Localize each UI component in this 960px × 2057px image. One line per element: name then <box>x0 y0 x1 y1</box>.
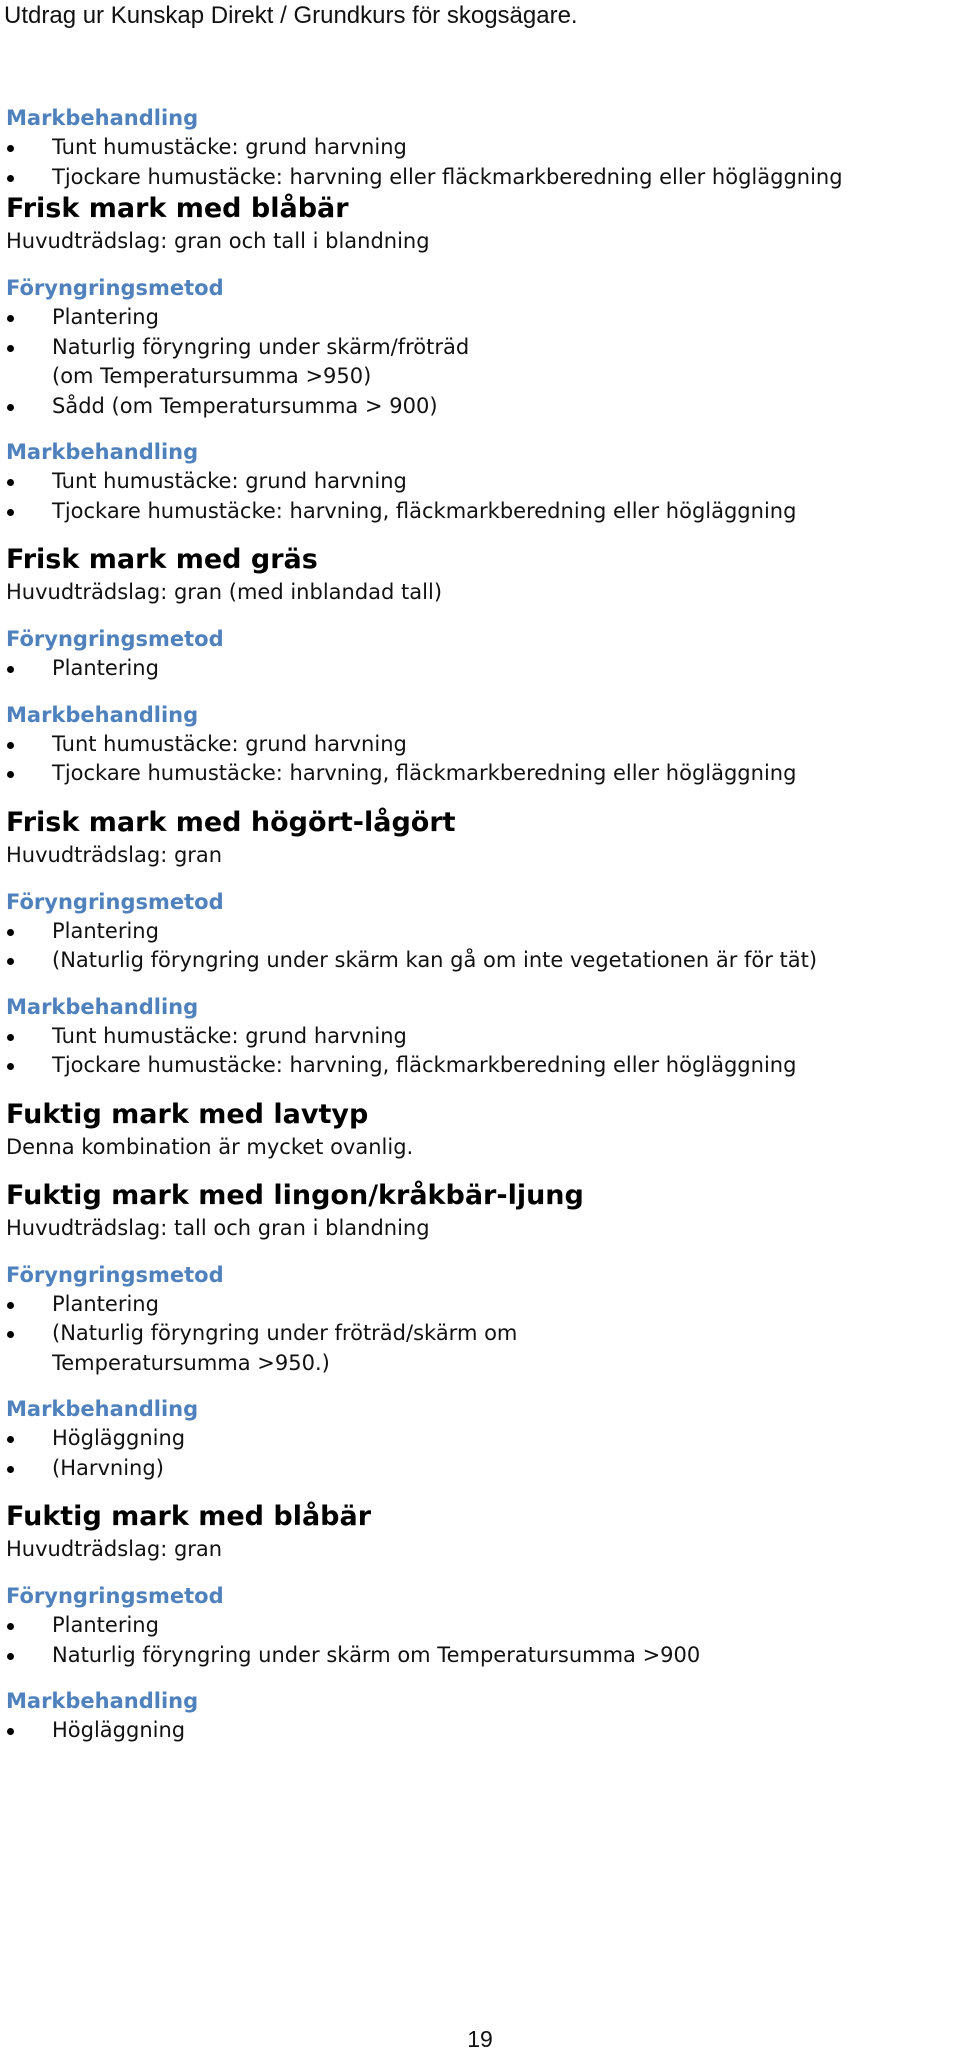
main-species: Huvudträdslag: gran och tall i blandning <box>6 229 430 253</box>
section-title: Fuktig mark med blåbär <box>6 1501 372 1532</box>
subheading-soil-treatment: Markbehandling <box>6 1397 199 1421</box>
list-item: Naturlig föryngring under skärm om Temperatursumma >900 <box>6 1641 956 1671</box>
list-item: Tjockare humustäcke: harvning eller fläckmarkberedning eller högläggning <box>6 163 956 193</box>
list-item <box>6 333 956 392</box>
subheading-regeneration: Föryngringsmetod <box>6 276 224 300</box>
list-item: Tjockare humustäcke: harvning, fläckmarkberedning eller högläggning <box>6 759 956 789</box>
main-species: Huvudträdslag: gran <box>6 842 223 867</box>
list-item: Plantering <box>6 1290 956 1320</box>
main-species: Huvudträdslag: tall och gran i blandning <box>6 1215 430 1240</box>
bullet-list <box>6 730 956 789</box>
section-title: Frisk mark med högört-lågört <box>6 806 456 838</box>
section-title: Frisk mark med blåbär <box>6 193 349 224</box>
bullet-list <box>6 1716 956 1746</box>
list-item: Tunt humustäcke: grund harvning <box>6 133 956 163</box>
section-title: Fuktig mark med lingon/kråkbär-ljung <box>6 1179 584 1211</box>
subheading-soil-treatment: Markbehandling <box>6 994 199 1019</box>
section-note: Denna kombination är mycket ovanlig. <box>6 1134 414 1159</box>
bullet-list <box>6 467 956 526</box>
list-item-text: Temperatursumma >950.) <box>52 1350 330 1375</box>
list-item: Högläggning <box>6 1424 956 1454</box>
bullet-list <box>6 1424 956 1483</box>
subheading-regeneration: Föryngringsmetod <box>6 627 224 651</box>
list-item: Tunt humustäcke: grund harvning <box>6 467 956 497</box>
list-item: Plantering <box>6 303 956 333</box>
main-species: Huvudträdslag: gran (med inblandad tall) <box>6 580 443 604</box>
list-item <box>6 1319 956 1378</box>
bullet-list <box>6 1611 956 1670</box>
list-item: Sådd (om Temperatursumma > 900) <box>6 392 956 422</box>
bullet-list <box>6 133 956 192</box>
subheading-soil-treatment: Markbehandling <box>6 1689 199 1713</box>
list-item: Högläggning <box>6 1716 956 1746</box>
section-title: Frisk mark med gräs <box>6 544 318 575</box>
list-item: Plantering <box>6 654 956 684</box>
list-item: Tjockare humustäcke: harvning, fläckmarkberedning eller högläggning <box>6 497 956 527</box>
list-item: Tunt humustäcke: grund harvning <box>6 730 956 760</box>
subheading-regeneration: Föryngringsmetod <box>6 889 224 914</box>
list-item: Tunt humustäcke: grund harvning <box>6 1022 956 1052</box>
subheading-soil-treatment: Markbehandling <box>6 106 199 130</box>
bullet-list <box>6 303 956 421</box>
list-item: (Naturlig föryngring under skärm kan gå om inte vegetationen är för tät) <box>6 946 956 976</box>
main-species: Huvudträdslag: gran <box>6 1537 223 1561</box>
bullet-list <box>6 917 956 976</box>
subheading-soil-treatment: Markbehandling <box>6 440 199 464</box>
bullet-list <box>6 1022 956 1081</box>
list-item: (Harvning) <box>6 1454 956 1484</box>
document-header: Utdrag ur Kunskap Direkt / Grundkurs för skogsägare. <box>4 2 578 29</box>
document-body <box>6 103 956 1746</box>
list-item-text: (Naturlig föryngring under fröträd/skärm om <box>52 1321 518 1345</box>
section-title: Fuktig mark med lavtyp <box>6 1098 369 1130</box>
list-item: Tjockare humustäcke: harvning, fläckmarkberedning eller högläggning <box>6 1051 956 1081</box>
list-item: Plantering <box>6 1611 956 1641</box>
list-item-text: (om Temperatursumma >950) <box>52 364 372 388</box>
bullet-list <box>6 654 956 684</box>
subheading-regeneration: Föryngringsmetod <box>6 1262 224 1287</box>
list-item-text: Naturlig föryngring under skärm/fröträd <box>52 334 470 359</box>
list-item: Plantering <box>6 917 956 947</box>
bullet-list <box>6 1290 956 1379</box>
subheading-soil-treatment: Markbehandling <box>6 702 199 727</box>
page-number: 19 <box>467 2026 493 2052</box>
subheading-regeneration: Föryngringsmetod <box>6 1584 224 1608</box>
